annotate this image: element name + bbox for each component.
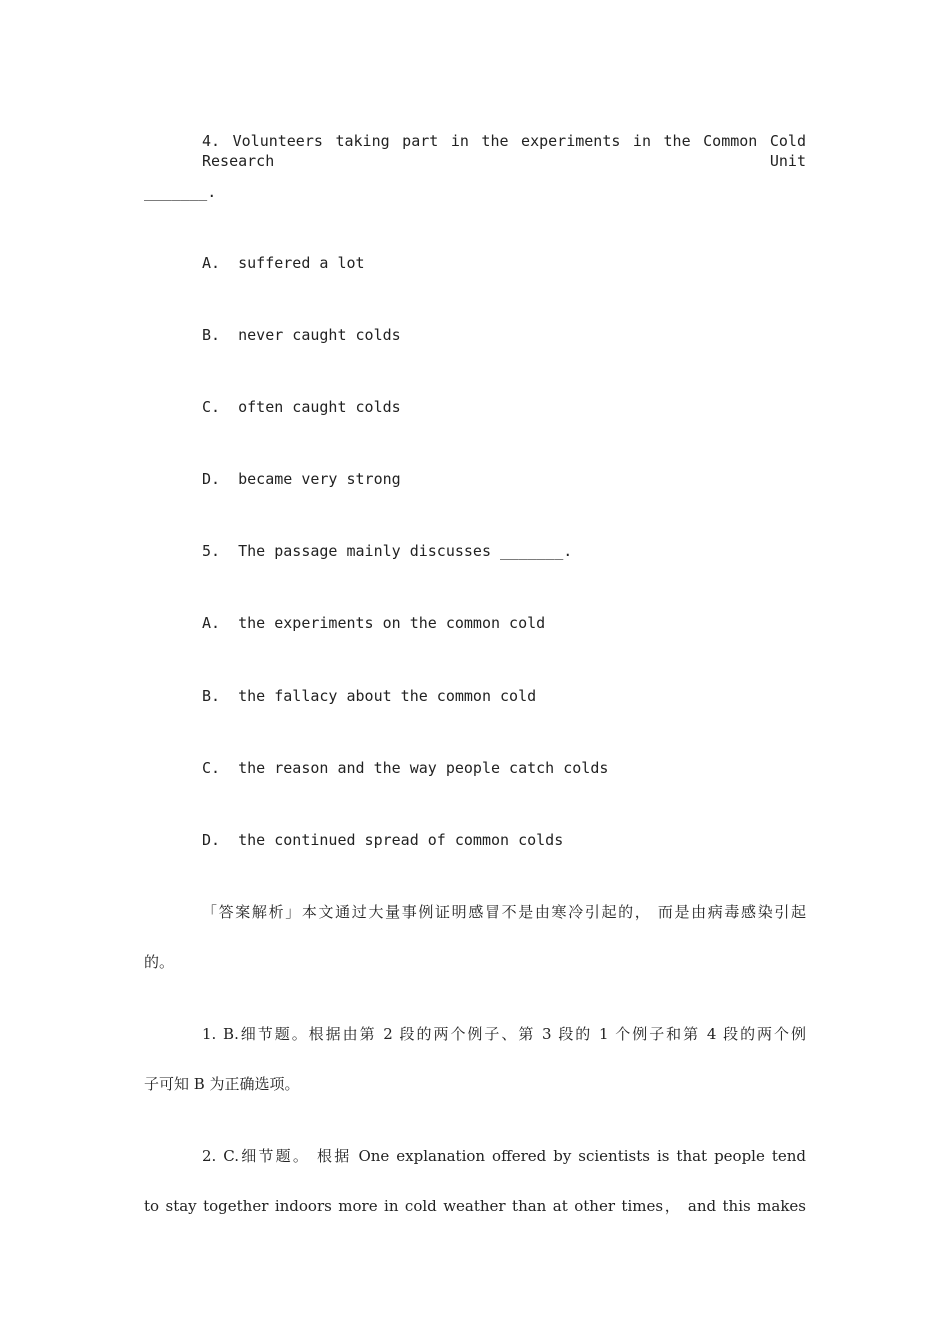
question-5-option-b: B. the fallacy about the common cold xyxy=(202,687,537,705)
answer-2-line2: to stay together indoors more in cold weather than at other times， and this makes xyxy=(144,1197,806,1215)
question-4-stem-line1: 4. Volunteers taking part in the experiments in the Common Cold Research Unit xyxy=(202,132,806,170)
question-5-stem: 5. The passage mainly discusses _______. xyxy=(202,542,573,560)
question-5-option-d: D. the continued spread of common colds xyxy=(202,831,564,849)
analysis-intro-line2: 的。 xyxy=(144,953,175,971)
answer-1-line1: 1. B.细节题。根据由第 2 段的两个例子、第 3 段的 1 个例子和第 4 段的两个例 xyxy=(202,1025,806,1043)
answer-2-line1: 2. C.细节题。 根据 One explanation offered by scientists is that people tend xyxy=(202,1147,806,1165)
question-5-option-c: C. the reason and the way people catch colds xyxy=(202,759,609,777)
answer-1-line2: 子可知 B 为正确选项。 xyxy=(144,1075,300,1093)
question-4-option-d: D. became very strong xyxy=(202,470,401,488)
question-4-option-c: C. often caught colds xyxy=(202,398,401,416)
question-5-option-a: A. the experiments on the common cold xyxy=(202,614,546,632)
analysis-intro-line1: 「答案解析」本文通过大量事例证明感冒不是由寒冷引起的， 而是由病毒感染引起 xyxy=(202,903,806,921)
question-4-option-b: B. never caught colds xyxy=(202,326,401,344)
question-4-option-a: A. suffered a lot xyxy=(202,254,365,272)
question-4-stem-line2: _______. xyxy=(144,183,217,201)
